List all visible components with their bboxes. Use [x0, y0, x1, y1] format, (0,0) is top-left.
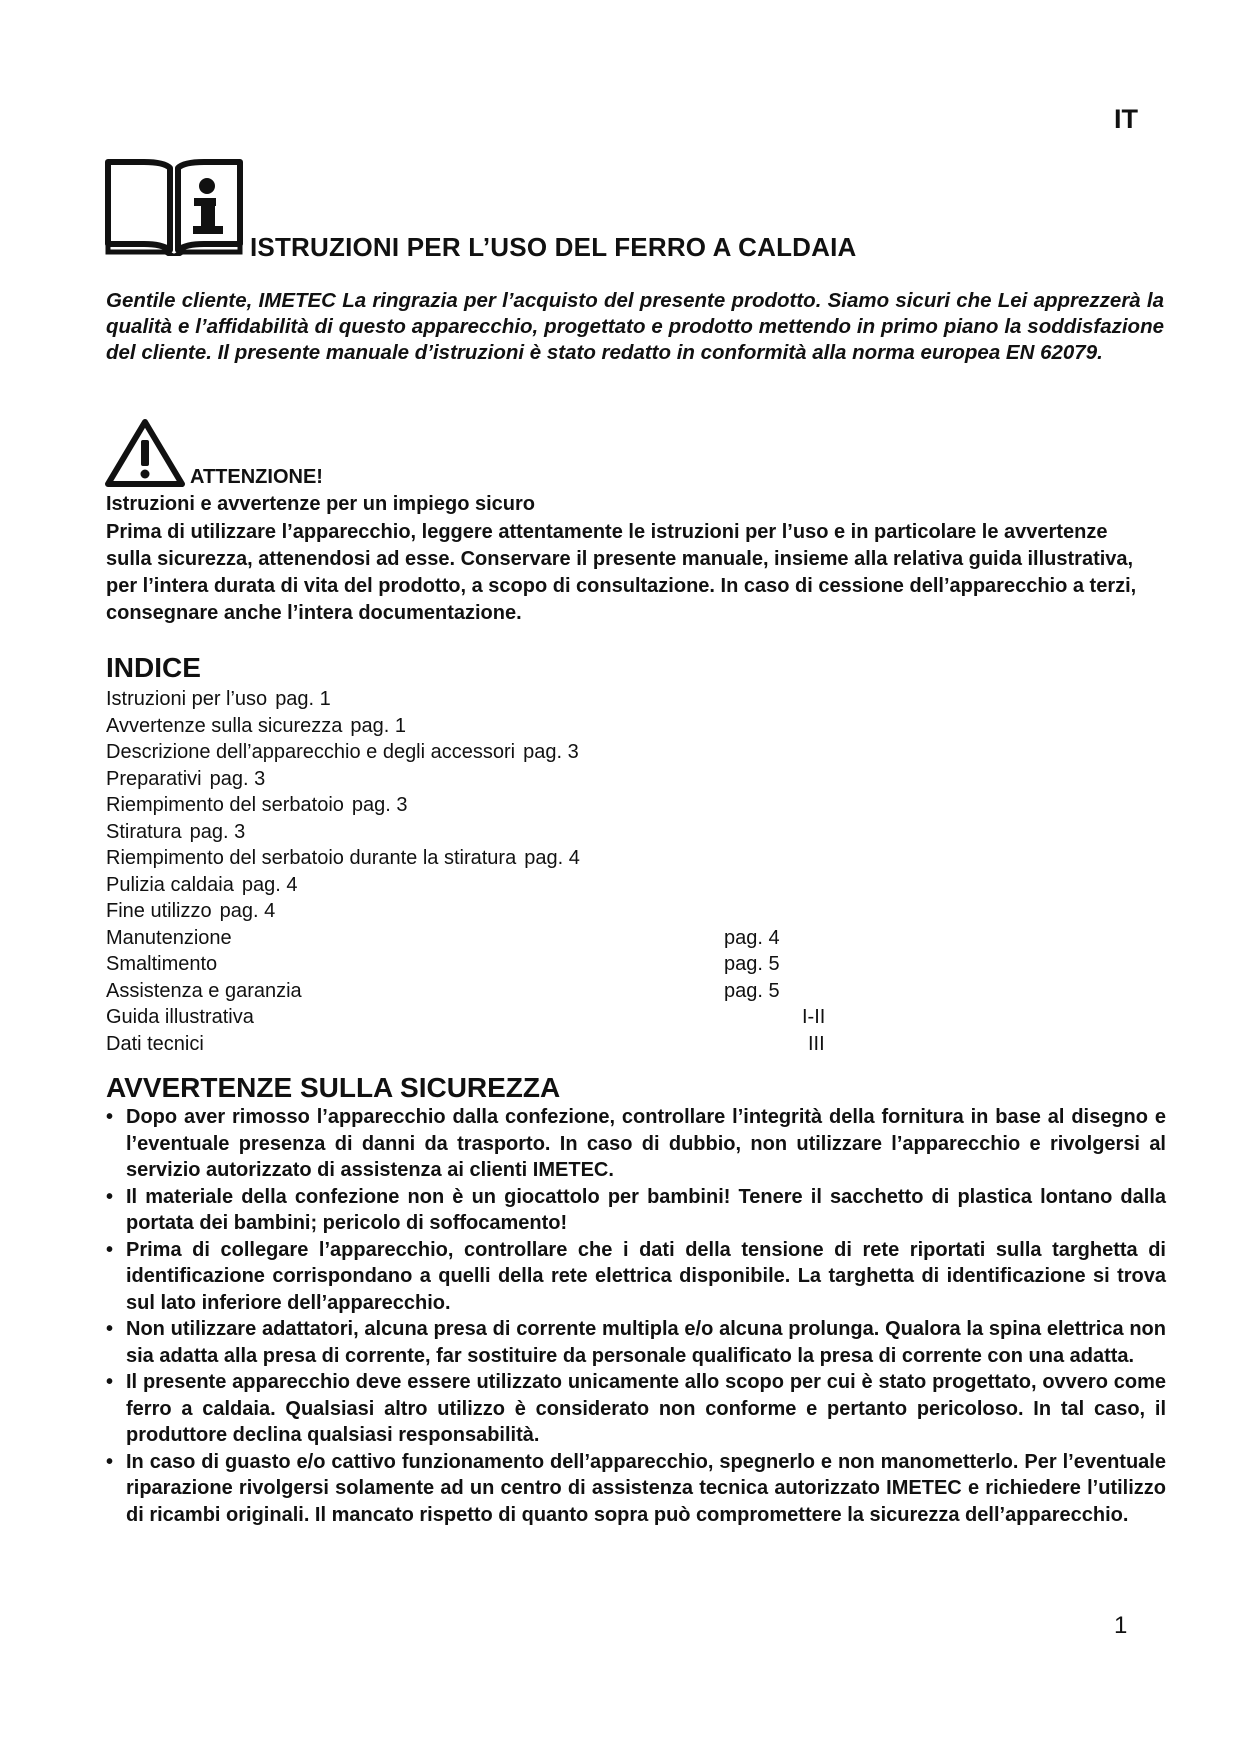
index-entry	[106, 872, 866, 899]
intro-paragraph: Gentile cliente, IMETEC La ringrazia per l’acquisto del presente prodotto. Siamo sicuri che Lei apprezzerà la qualità e l’affidabilità di questo apparecchio, progettato e prodotto mettendo in primo piano la soddisfazione del cliente. Il presente manuale d’istruzioni è stato redatto in conformità alla norma europea EN 62079.	[106, 289, 1164, 364]
index-title: INDICE	[106, 652, 201, 683]
safety-item	[106, 1104, 1166, 1184]
page-number: 1	[1114, 1612, 1128, 1639]
index-entry-page: pag. 3	[189, 820, 246, 843]
bullet-icon: •	[106, 1450, 114, 1473]
index-entry-page: pag. 1	[275, 688, 331, 710]
bullet-icon: •	[106, 1371, 114, 1393]
index-entry-title: Dati tecnici	[106, 1032, 204, 1055]
index-entry-title: Pulizia caldaia	[106, 873, 234, 896]
index-entry-page: pag. 5	[724, 953, 780, 975]
index-entry	[106, 739, 866, 766]
index-entry-page: III	[808, 1032, 825, 1055]
safety-item	[106, 1184, 1166, 1237]
index-entry-title: Fine utilizzo	[106, 900, 212, 922]
index-entry-title: Preparativi	[106, 767, 202, 790]
index-entry-title: Guida illustrativa	[106, 1006, 254, 1028]
index-entry-title: Istruzioni per l’uso	[106, 688, 268, 710]
index-entry	[106, 925, 866, 952]
manual-info-icon	[104, 156, 244, 256]
index-entry	[106, 951, 866, 978]
index-entry-page: pag. 4	[524, 847, 580, 869]
index-entry-page: pag. 3	[523, 741, 579, 763]
index-entry	[106, 686, 866, 713]
index-entry-page: pag. 4	[219, 900, 276, 922]
index-entry-title: Smaltimento	[106, 953, 218, 975]
safety-item-text: Prima di collegare l’apparecchio, controllare che i dati della tensione di rete riportati sulla targhetta di identificazione corrispondano a quelli della rete elettrica disponibile. La targhetta di identificazione si trova sul lato inferiore dell’apparecchio.	[126, 1238, 1166, 1314]
index-entry-title: Descrizione dell’apparecchio e degli accessori	[106, 741, 516, 763]
warning-label: ATTENZIONE!	[190, 466, 323, 488]
index-entry-page: pag. 5	[724, 979, 780, 1002]
safety-item-text: Il presente apparecchio deve essere utilizzato unicamente allo scopo per cui è stato progettato, ovvero come ferro a caldaia. Qualsiasi altro utilizzo è considerato non conforme e pertanto pericoloso. In tal caso, il produttore declina qualsiasi responsabilità.	[126, 1371, 1166, 1446]
index-entry-page: pag. 4	[241, 873, 298, 896]
index-entry-page: pag. 3	[351, 794, 408, 816]
index-entry	[106, 819, 866, 846]
warning-body: Prima di utilizzare l’apparecchio, leggere attentamente le istruzioni per l’uso e in particolare le avvertenze sulla sicurezza, attenendosi ad esse. Conservare il presente manuale, insieme alla relativa guida illustrativa, per l’intera durata di vita del prodotto, a scopo di consultazione. In caso di cessione dell’apparecchio a terzi, consegnare anche l’intera documentazione.	[106, 521, 1137, 624]
index-entry	[106, 766, 866, 793]
safety-item	[106, 1237, 1166, 1317]
safety-item-text: Non utilizzare adattatori, alcuna presa di corrente multipla e/o alcuna prolunga. Qualora la spina elettrica non sia adatta alla presa di corrente, far sostituire da personale qualificato la presa di corrente con una adatta.	[126, 1318, 1166, 1367]
index-entry-page: I-II	[802, 1006, 826, 1028]
safety-title: AVVERTENZE SULLA SICUREZZA	[106, 1072, 561, 1103]
safety-item-text: Dopo aver rimosso l’apparecchio dalla confezione, controllare l’integrità della fornitura in base al disegno e l’eventuale presenza di danni da trasporto. In caso di dubbio, non utilizzare l’apparecchio e rivolgersi al servizio autorizzato di assistenza ai clienti IMETEC.	[126, 1106, 1166, 1181]
index-entry-page: pag. 4	[724, 926, 780, 949]
bullet-icon: •	[106, 1185, 114, 1208]
index-entry-title: Riempimento del serbatoio	[106, 794, 344, 816]
language-code: IT	[1114, 104, 1138, 134]
index-entry	[106, 845, 866, 872]
document-title: ISTRUZIONI PER L’USO DEL FERRO A CALDAIA	[250, 232, 857, 262]
index-entry	[106, 898, 866, 925]
safety-item	[106, 1316, 1166, 1369]
index-entry-title: Stiratura	[106, 820, 182, 843]
bullet-icon: •	[106, 1318, 114, 1340]
index-entry-title: Assistenza e garanzia	[106, 979, 302, 1002]
index-entry	[106, 792, 866, 819]
index-entry	[106, 713, 866, 740]
index-entry	[106, 978, 866, 1005]
safety-item	[106, 1449, 1166, 1529]
index-entry-page: pag. 3	[209, 767, 266, 790]
warning-triangle-icon	[104, 418, 186, 488]
index-entry-title: Riempimento del serbatoio durante la stiratura	[106, 847, 517, 869]
index-entry-title: Avvertenze sulla sicurezza	[106, 714, 343, 737]
safety-item	[106, 1369, 1166, 1449]
index-list	[106, 686, 866, 1057]
index-entry-title: Manutenzione	[106, 926, 232, 949]
warning-subtitle: Istruzioni e avvertenze per un impiego sicuro	[106, 493, 535, 515]
bullet-icon: •	[106, 1238, 114, 1261]
index-entry	[106, 1004, 866, 1031]
index-entry	[106, 1031, 866, 1058]
safety-list	[106, 1104, 1166, 1528]
safety-item-text: Il materiale della confezione non è un giocattolo per bambini! Tenere il sacchetto di plastica lontano dalla portata dei bambini; pericolo di soffocamento!	[126, 1185, 1166, 1234]
safety-item-text: In caso di guasto e/o cattivo funzionamento dell’apparecchio, spegnerlo e non manometterlo. Per l’eventuale riparazione rivolgersi solamente ad un centro di assistenza tecnica autorizzato IMETEC e richiedere l’utilizzo di ricambi originali. Il mancato rispetto di quanto sopra può compromettere la sicurezza dell’apparecchio.	[126, 1450, 1166, 1526]
bullet-icon: •	[106, 1106, 114, 1128]
index-entry-page: pag. 1	[350, 714, 407, 737]
